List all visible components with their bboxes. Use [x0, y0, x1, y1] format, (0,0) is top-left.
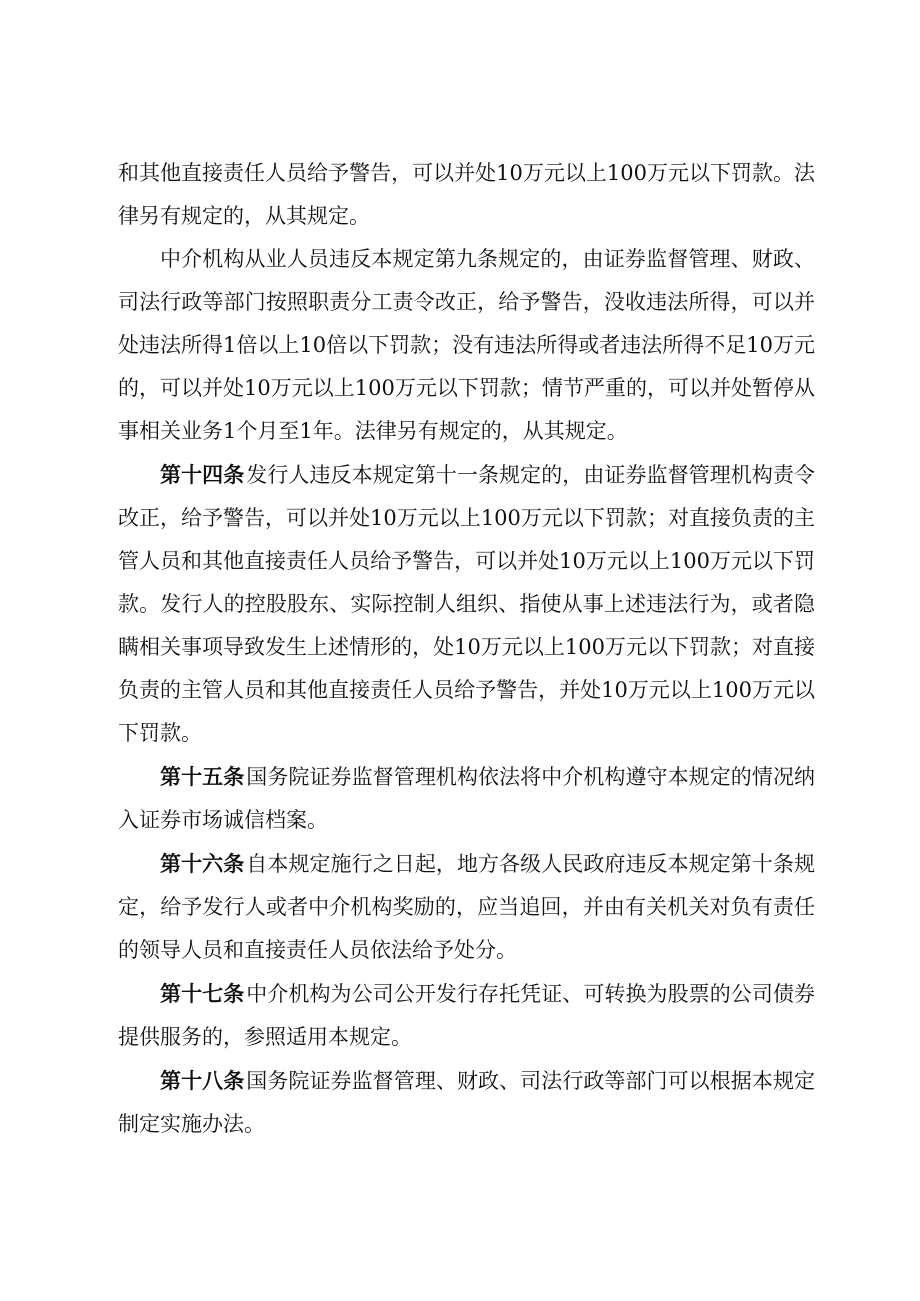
- article-number: 第十七条: [160, 981, 245, 1006]
- article-number: 第十八条: [160, 1068, 245, 1093]
- article-text: 国务院证券监督管理、财政、司法行政等部门可以根据本规定制定实施办法。: [118, 1069, 816, 1136]
- article-number: 第十五条: [160, 764, 245, 789]
- article-15: [118, 755, 815, 842]
- article-number: 第十四条: [160, 462, 245, 487]
- article-text: 中介机构为公司公开发行存托凭证、可转换为股票的公司债券提供服务的，参照适用本规定。: [118, 982, 816, 1049]
- article-17: [118, 972, 815, 1059]
- article-number: 第十六条: [160, 851, 245, 876]
- paragraph-text: 中介机构从业人员违反本规定第九条规定的，由证券监督管理、财政、司法行政等部门按照职责分工责令改正，给予警告，没收违法所得，可以并处违法所得1倍以上10倍以下罚款；没有违法所得或者违法所得不足10万元的，可以并处10万元以上100万元以下罚款；情节严重的，可以并处暂停从事相关业务1个月至1年。法律另有规定的，从其规定。: [118, 247, 815, 443]
- article-18: [118, 1059, 815, 1146]
- article-text: 自本规定施行之日起，地方各级人民政府违反本规定第十条规定，给予发行人或者中介机构奖励的，应当追回，并由有关机关对负有责任的领导人员和直接责任人员依法给予处分。: [118, 852, 816, 962]
- article-text: 国务院证券监督管理机构依法将中介机构遵守本规定的情况纳入证券市场诚信档案。: [118, 765, 816, 832]
- article-14: [118, 453, 815, 755]
- paragraph-continuation: [118, 152, 815, 238]
- paragraph-intermediary-staff: [118, 238, 815, 453]
- article-16: [118, 842, 815, 972]
- article-text: 发行人违反本规定第十一条规定的，由证券监督管理机构责令改正，给予警告，可以并处10万元以上100万元以下罚款；对直接负责的主管人员和其他直接责任人员给予警告，可以并处10万元以上100万元以下罚款。发行人的控股股东、实际控制人组织、指使从事上述违法行为，或者隐瞒相关事项导致发生上述情形的，处10万元以上100万元以下罚款；对直接负责的主管人员和其他直接责任人员给予警告，并处10万元以上100万元以下罚款。: [118, 463, 816, 745]
- paragraph-text: 和其他直接责任人员给予警告，可以并处10万元以上100万元以下罚款。法律另有规定的，从其规定。: [118, 161, 815, 228]
